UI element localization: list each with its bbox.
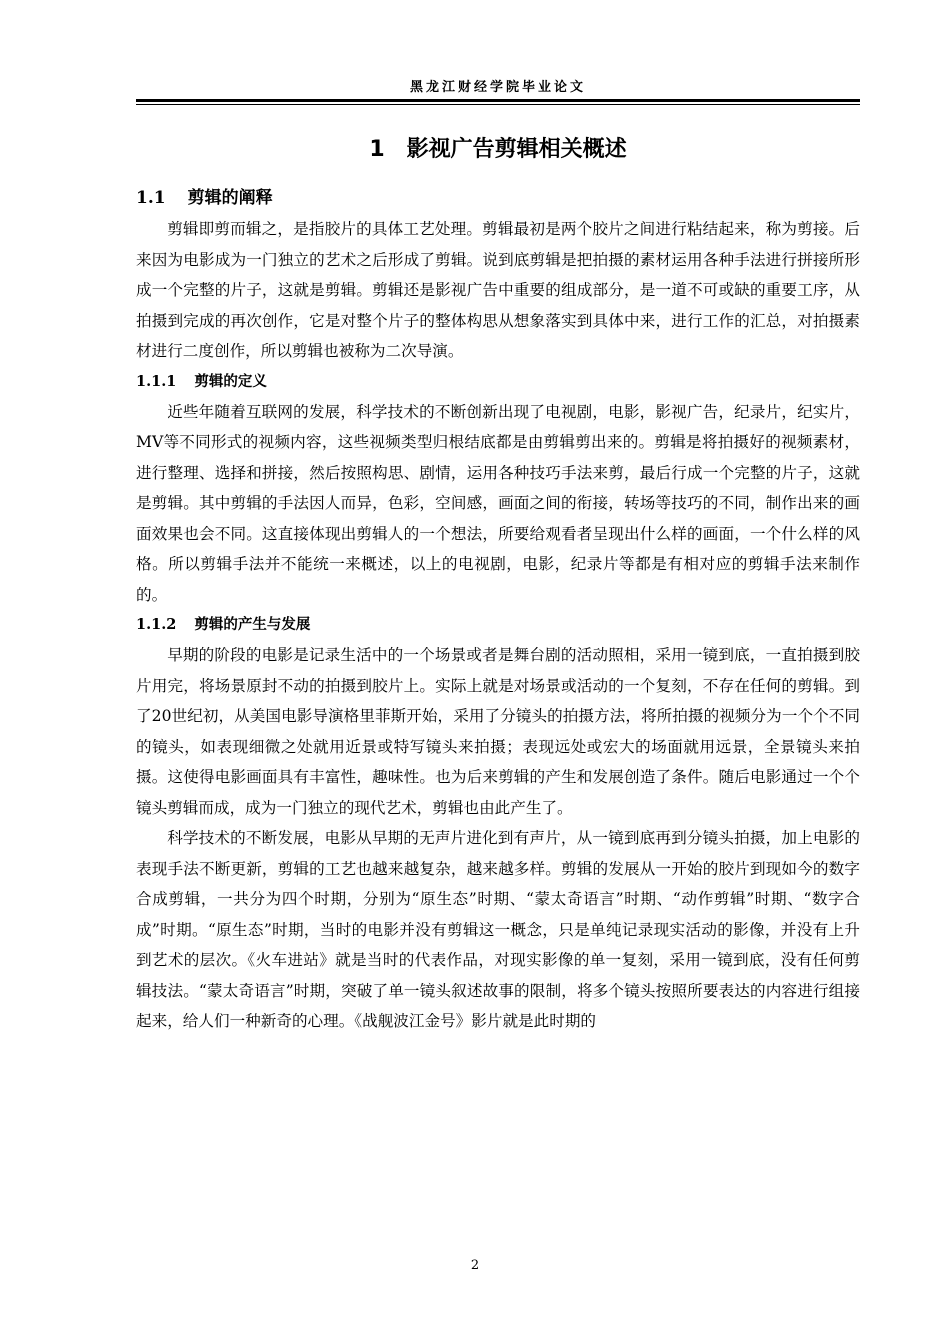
paragraph-editing-development: 科学技术的不断发展，电影从早期的无声片进化到有声片，从一镜到底再到分镜头拍摄，加上电影的表现手法不断更新，剪辑的工艺也越来越复杂，越来越多样。剪辑的发展从一开始的胶片到现如今的数字合成剪辑，一共分为四个时期，分别为“原生态”时期、“蒙太奇语言”时期、“动作剪辑”时期、“数字合成”时期。“原生态”时期，当时的电影并没有剪辑这一概念，只是单纯记录现实活动的影像，并没有上升到艺术的层次。《火车进站》就是当时的代表作品，对现实影像的单一复刻，采用一镜到底，没有任何剪辑技法。“蒙太奇语言”时期，突破了单一镜头叙述故事的限制，将多个镜头按照所要表达的内容进行组接起来，给人们一种新奇的心理。《战舰波江金号》影片就是此时期的 [136,829,860,1030]
subsection-number-1-1-1: 1.1.1 [136,372,177,390]
subsection-title-1-1-1 [136,367,860,397]
header-rule-thick [136,99,860,102]
chapter-title [136,130,860,170]
subsection-number-1-1-2: 1.1.2 [136,616,177,633]
page-number: 2 [470,1258,480,1273]
section-title-text-1-1: 剪辑的阐释 [187,188,273,208]
chapter-number: 1 [369,137,385,162]
chapter-title-text: 影视广告剪辑相关概述 [406,137,627,162]
running-header: 黑龙江财经学院毕业论文 [409,80,586,95]
subsection-title-text-1-1-1: 剪辑的定义 [194,373,267,390]
section-number-1-1: 1.1 [136,188,166,208]
page-content [136,130,860,1037]
paragraph-editing-interpretation: 剪辑即剪而辑之，是指胶片的具体工艺处理。剪辑最初是两个胶片之间进行粘结起来，称为剪接。后来因为电影成为一门独立的艺术之后形成了剪辑。说到底剪辑是把拍摄的素材运用各种手法进行拼接所形成一个完整的片子，这就是剪辑。剪辑还是影视广告中重要的组成部分，是一道不可或缺的重要工序，从拍摄到完成的再次创作，它是对整个片子的整体构思从想象落实到具体中来，进行工作的汇总，对拍摄素材进行二度创作，所以剪辑也被称为二次导演。 [136,220,860,360]
header-rule-thin [136,104,860,105]
paragraph-editing-origin: 早期的阶段的电影是记录生活中的一个场景或者是舞台剧的活动照相，采用一镜到底，一直拍摄到胶片用完，将场景原封不动的拍摄到胶片上。实际上就是对场景或活动的一个复刻，不存在任何的剪辑。到了20世纪初，从美国电影导演格里菲斯开始，采用了分镜头的拍摄方法，将所拍摄的视频分为一个个不同的镜头，如表现细微之处就用近景或特写镜头来拍摄；表现远处或宏大的场面就用远景，全景镜头来拍摄。这使得电影画面具有丰富性，趣味性。也为后来剪辑的产生和发展创造了条件。随后电影通过一个个镜头剪辑而成，成为一门独立的现代艺术，剪辑也由此产生了。 [136,646,860,817]
paragraph-editing-definition: 近些年随着互联网的发展，科学技术的不断创新出现了电视剧，电影，影视广告，纪录片，纪实片，MV等不同形式的视频内容，这些视频类型归根结底都是由剪辑剪出来的。剪辑是将拍摄好的视频素材，进行整理、选择和拼接，然后按照构思、剧情，运用各种技巧手法来剪，最后行成一个完整的片子，这就是剪辑。其中剪辑的手法因人而异，色彩，空间感，画面之间的衔接，转场等技巧的不同，制作出来的画面效果也会不同。这直接体现出剪辑人的一个想法，所要给观看者呈现出什么样的画面，一个什么样的风格。所以剪辑手法并不能统一来概述，以上的电视剧，电影，纪录片等都是有相对应的剪辑手法来制作的。 [136,402,860,604]
section-title-1-1 [136,182,860,214]
subsection-title-1-1-2 [136,610,860,640]
subsection-title-text-1-1-2: 剪辑的产生与发展 [194,617,311,633]
